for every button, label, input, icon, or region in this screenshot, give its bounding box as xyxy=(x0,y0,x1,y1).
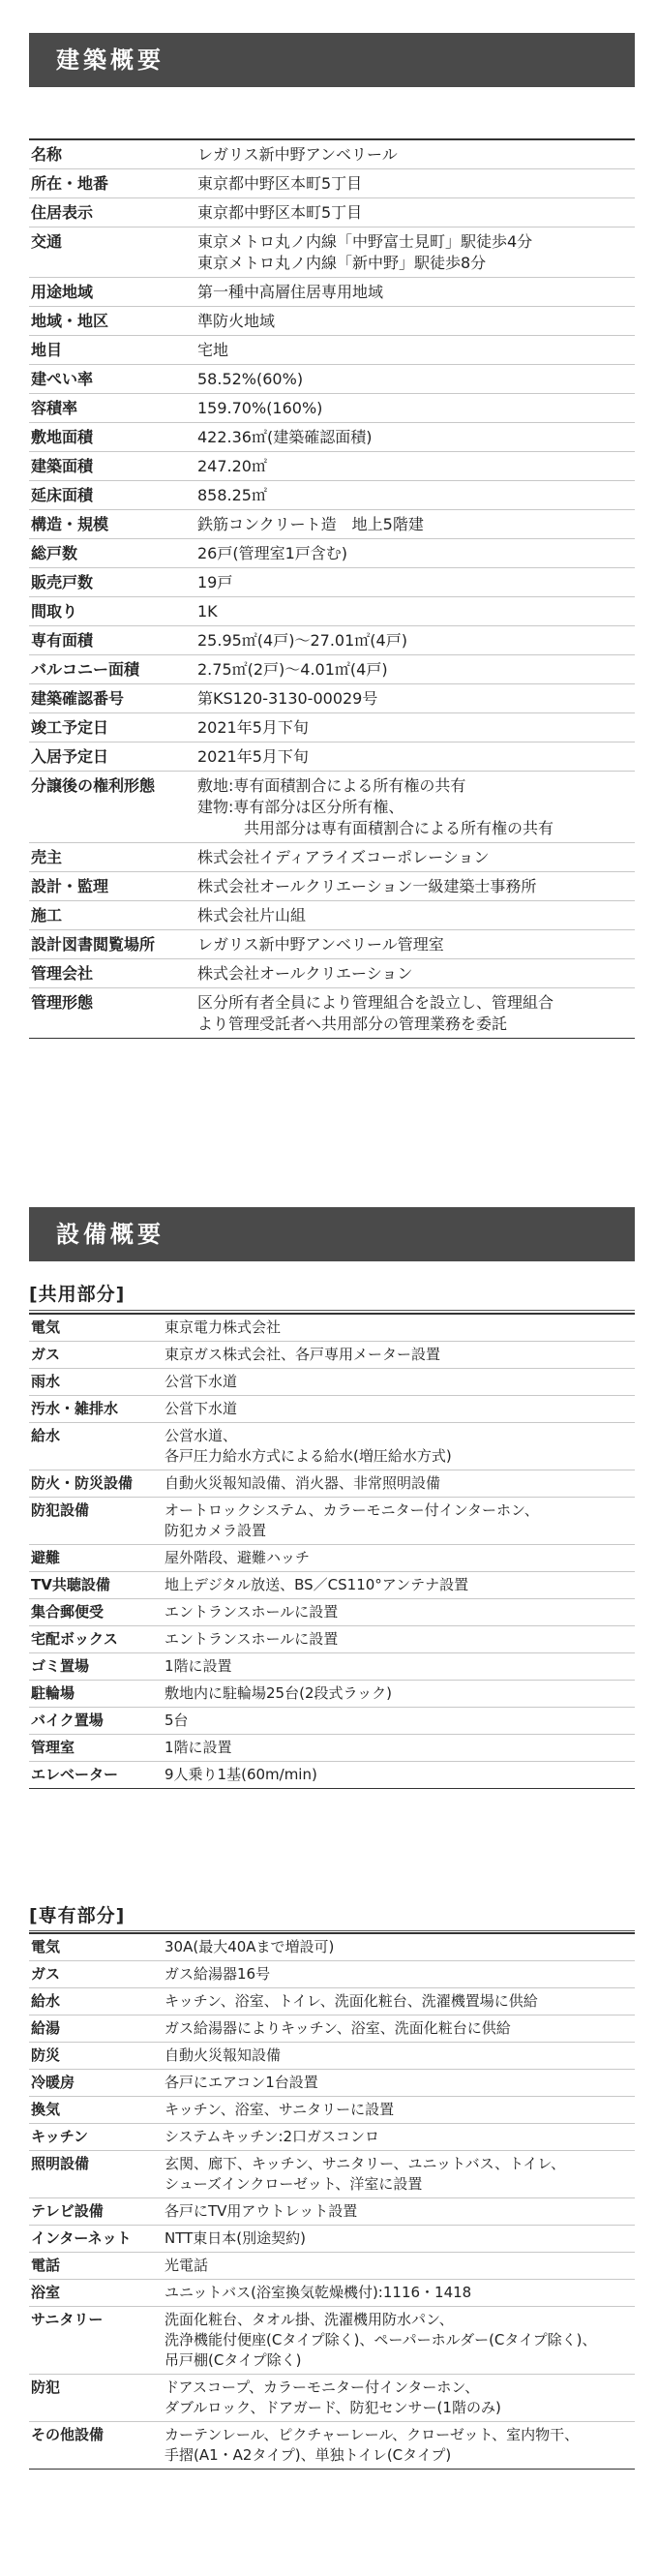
row-label: 交通 xyxy=(31,232,63,251)
row-value xyxy=(197,934,635,955)
table-row xyxy=(29,198,635,227)
table-row xyxy=(29,2307,635,2375)
row-label: 施工 xyxy=(31,906,63,924)
row-value xyxy=(164,1548,635,1568)
row-label: 給湯 xyxy=(31,2019,61,2037)
table-row xyxy=(29,1545,635,1572)
table-row xyxy=(29,1315,635,1342)
row-value xyxy=(164,1765,635,1785)
row-value-line: 東京メトロ丸ノ内線「中野富士見町」駅徒歩4分 xyxy=(197,232,533,251)
table-row xyxy=(29,539,635,568)
row-label: 建築確認番号 xyxy=(31,689,125,708)
table-row xyxy=(29,1681,635,1708)
row-value xyxy=(197,485,635,506)
row-value-line: 26戸(管理室1戸含む) xyxy=(197,544,348,562)
row-label: 設計・監理 xyxy=(31,877,109,895)
row-value-line: シューズインクローゼット、洋室に設置 xyxy=(164,2175,423,2193)
row-value xyxy=(197,717,635,739)
row-label: 照明設備 xyxy=(31,2155,90,2172)
table-row xyxy=(29,481,635,510)
row-label: ガス xyxy=(31,1346,61,1363)
row-value xyxy=(197,963,635,985)
row-value-line: 洗浄機能付便座(Cタイプ除く)、ペーパーホルダー(Cタイプ除く)、 xyxy=(164,2331,597,2349)
row-value-line: 敷地:専有面積割合による所有権の共有 xyxy=(197,776,466,795)
row-value-line: 株式会社オールクリエーション xyxy=(197,964,413,983)
row-value-line: 159.70%(160%) xyxy=(197,399,323,417)
row-value-line: 1階に設置 xyxy=(164,1739,232,1756)
row-value-line: ガス給湯器によりキッチン、浴室、洗面化粧台に供給 xyxy=(164,2019,511,2037)
row-label: バイク置場 xyxy=(31,1712,104,1729)
row-label: 地目 xyxy=(31,341,63,359)
table-row xyxy=(29,2253,635,2280)
row-value xyxy=(164,2228,635,2249)
row-value xyxy=(197,340,635,361)
row-value-line: 共用部分は専有面積割合による所有権の共有 xyxy=(197,819,554,837)
row-label: 建ぺい率 xyxy=(31,370,94,388)
row-value xyxy=(164,2127,635,2147)
row-value xyxy=(197,456,635,477)
row-value-line: エントランスホールに設置 xyxy=(164,1603,339,1621)
row-value-line: 19戸 xyxy=(197,573,233,591)
row-label: 防犯設備 xyxy=(31,1501,90,1519)
row-value-line: 株式会社オールクリエーション一級建築士事務所 xyxy=(197,877,537,895)
table-row xyxy=(29,336,635,365)
table-row xyxy=(29,901,635,930)
table-row xyxy=(29,930,635,959)
row-label: 給水 xyxy=(31,1992,61,2010)
row-label: キッチン xyxy=(31,2128,88,2145)
table-row xyxy=(29,278,635,307)
row-label: 換気 xyxy=(31,2101,61,2118)
row-value xyxy=(197,601,635,622)
row-label: 竣工予定日 xyxy=(31,718,109,737)
row-label: 総戸数 xyxy=(31,544,78,562)
row-value-line: 株式会社イディアライズコーポレーション xyxy=(197,848,490,866)
row-value xyxy=(164,1500,635,1541)
row-value xyxy=(164,2073,635,2093)
row-value xyxy=(164,1345,635,1365)
row-value xyxy=(164,1372,635,1392)
table-row xyxy=(29,2280,635,2307)
row-value-line: 858.25㎡ xyxy=(197,486,267,504)
row-label: ガス xyxy=(31,1965,61,1983)
row-value-line: 各戸にTV用アウトレット設置 xyxy=(164,2202,358,2220)
row-label: 防災 xyxy=(31,2046,61,2064)
row-label: 浴室 xyxy=(31,2284,61,2301)
table-row xyxy=(29,626,635,655)
row-value xyxy=(197,543,635,564)
row-value-line: 第一種中高層住居専用地域 xyxy=(197,283,384,301)
table-row xyxy=(29,2070,635,2097)
row-value xyxy=(197,746,635,768)
row-value xyxy=(164,1991,635,2012)
table-row xyxy=(29,2226,635,2253)
row-label: 雨水 xyxy=(31,1373,61,1390)
table-row xyxy=(29,1762,635,1788)
row-label: ゴミ置場 xyxy=(31,1657,90,1675)
row-label: 所在・地番 xyxy=(31,174,109,193)
row-value xyxy=(197,369,635,390)
table-row xyxy=(29,2015,635,2043)
row-value xyxy=(164,2201,635,2222)
row-value xyxy=(197,311,635,332)
table-row xyxy=(29,1626,635,1653)
table-row xyxy=(29,394,635,423)
row-value xyxy=(197,427,635,448)
private-area-rule xyxy=(29,1930,635,1931)
row-value-line: キッチン、浴室、トイレ、洗面化粧台、洗濯機置場に供給 xyxy=(164,1992,538,2010)
table-row xyxy=(29,597,635,626)
table-row xyxy=(29,169,635,198)
row-value-line: 58.52%(60%) xyxy=(197,370,304,388)
row-value-line: 各戸圧力給水方式による給水(増圧給水方式) xyxy=(164,1447,452,1465)
row-value-line: 建物:専有部分は区分所有権、 xyxy=(197,798,404,816)
row-value xyxy=(197,231,635,274)
table-row xyxy=(29,1735,635,1762)
table-row xyxy=(29,713,635,742)
row-label: 防火・防災設備 xyxy=(31,1474,134,1492)
table-row xyxy=(29,1572,635,1599)
row-value xyxy=(197,572,635,593)
row-label: 地域・地区 xyxy=(31,312,109,330)
row-label: TV共聴設備 xyxy=(31,1576,110,1593)
row-label: 売主 xyxy=(31,848,63,866)
row-label: 汚水・雑排水 xyxy=(31,1400,119,1417)
row-value-line: ユニットバス(浴室換気乾燥機付):1116・1418 xyxy=(164,2284,472,2301)
row-value xyxy=(164,2425,635,2466)
row-value xyxy=(197,202,635,224)
row-value-line: 公営下水道 xyxy=(164,1373,238,1390)
common-area-heading: [共用部分] xyxy=(29,1284,126,1305)
table-row xyxy=(29,423,635,452)
table-row xyxy=(29,1470,635,1498)
row-value xyxy=(164,1629,635,1650)
row-value xyxy=(197,847,635,868)
row-label: 敷地面積 xyxy=(31,428,94,446)
row-value xyxy=(197,514,635,535)
row-value-line: 光電話 xyxy=(164,2257,209,2274)
row-value xyxy=(164,1602,635,1622)
row-value xyxy=(197,688,635,710)
table-row xyxy=(29,1708,635,1735)
row-value xyxy=(164,1656,635,1677)
row-value-line: 25.95㎡(4戸)～27.01㎡(4戸) xyxy=(197,631,407,650)
row-label: 宅配ボックス xyxy=(31,1630,118,1648)
row-value-line: 地上デジタル放送、BS／CS110°アンテナ設置 xyxy=(164,1576,469,1593)
row-value-line: 区分所有者全員により管理組合を設立し、管理組合 xyxy=(197,993,554,1012)
row-value xyxy=(197,659,635,681)
row-label: インターネット xyxy=(31,2229,132,2247)
table-row xyxy=(29,959,635,988)
row-value-line: 5台 xyxy=(164,1712,189,1729)
row-value-line: 鉄筋コンクリート造 地上5階建 xyxy=(197,515,424,533)
row-label: 給水 xyxy=(31,1427,61,1444)
building-overview-table xyxy=(29,138,635,1039)
row-label: 電気 xyxy=(31,1318,61,1336)
table-row xyxy=(29,988,635,1038)
row-value-line: NTT東日本(別途契約) xyxy=(164,2229,306,2247)
row-label: 管理室 xyxy=(31,1739,75,1756)
row-value-line: 株式会社片山組 xyxy=(197,906,307,924)
row-label: 構造・規模 xyxy=(31,515,109,533)
row-label: 用途地域 xyxy=(31,283,94,301)
row-label: テレビ設備 xyxy=(31,2202,104,2220)
row-value xyxy=(197,173,635,195)
row-label: 避難 xyxy=(31,1549,61,1566)
row-value-line: レガリス新中野アンベリール xyxy=(197,145,398,164)
row-label: 電気 xyxy=(31,1938,61,1955)
common-area-table xyxy=(29,1313,635,1789)
row-label: 防犯 xyxy=(31,2379,61,2396)
row-value xyxy=(164,1683,635,1704)
row-value-line: オートロックシステム、カラーモニター付インターホン、 xyxy=(164,1501,539,1519)
row-value-line: 吊戸棚(Cタイプ除く) xyxy=(164,2351,302,2369)
row-value-line: レガリス新中野アンベリール管理室 xyxy=(197,935,444,954)
row-value-line: 東京ガス株式会社、各戸専用メーター設置 xyxy=(164,1346,441,1363)
row-value xyxy=(164,2018,635,2039)
row-label: 間取り xyxy=(31,602,78,621)
row-value xyxy=(164,2283,635,2303)
table-row xyxy=(29,452,635,481)
row-value-line: 玄関、廊下、キッチン、サニタリー、ユニットバス、トイレ、 xyxy=(164,2155,566,2172)
row-value-line: 東京都中野区本町5丁目 xyxy=(197,174,363,193)
row-value xyxy=(164,2256,635,2276)
row-value-line: 防犯カメラ設置 xyxy=(164,1522,267,1539)
row-value-line: 各戸にエアコン1台設置 xyxy=(164,2074,318,2091)
row-value xyxy=(197,144,635,166)
table-row xyxy=(29,1342,635,1369)
table-row xyxy=(29,2151,635,2198)
row-value-line: 1階に設置 xyxy=(164,1657,232,1675)
row-value-line: キッチン、浴室、サニタリーに設置 xyxy=(164,2101,395,2118)
row-value xyxy=(164,2100,635,2120)
table-row xyxy=(29,2043,635,2070)
table-row xyxy=(29,843,635,872)
row-value-line: カーテンレール、ピクチャーレール、クローゼット、室内物干、 xyxy=(164,2426,580,2443)
row-value-line: 30A(最大40Aまで増設可) xyxy=(164,1938,335,1955)
row-value-line: より管理受託者へ共用部分の管理業務を委託 xyxy=(197,1015,508,1033)
table-row xyxy=(29,1599,635,1626)
row-value xyxy=(164,2378,635,2418)
row-value-line: 422.36㎡(建築確認面積) xyxy=(197,428,373,446)
table-row xyxy=(29,655,635,684)
row-value xyxy=(164,1738,635,1758)
table-row xyxy=(29,742,635,772)
row-value xyxy=(164,2154,635,2195)
row-value-line: 東京都中野区本町5丁目 xyxy=(197,203,363,222)
table-row xyxy=(29,568,635,597)
row-value xyxy=(164,1399,635,1419)
row-value xyxy=(197,905,635,926)
table-row xyxy=(29,365,635,394)
row-value xyxy=(197,775,635,839)
row-value-line: 2.75㎡(2戸)～4.01㎡(4戸) xyxy=(197,660,388,679)
row-label: サニタリー xyxy=(31,2311,104,2328)
table-row xyxy=(29,1961,635,1988)
row-label: 電話 xyxy=(31,2257,61,2274)
table-row xyxy=(29,2124,635,2151)
row-value xyxy=(164,1711,635,1731)
table-row xyxy=(29,872,635,901)
row-value-line: 東京電力株式会社 xyxy=(164,1318,282,1336)
row-value-line: 公営下水道 xyxy=(164,1400,238,1417)
table-row xyxy=(29,307,635,336)
row-value-line: 247.20㎡ xyxy=(197,457,267,475)
table-row xyxy=(29,227,635,278)
row-value xyxy=(164,1964,635,1985)
row-value-line: 1K xyxy=(197,602,218,621)
row-label: 専有面積 xyxy=(31,631,94,650)
row-value-line: 宅地 xyxy=(197,341,229,359)
row-value xyxy=(197,398,635,419)
common-area-rule xyxy=(29,1310,635,1311)
table-row xyxy=(29,2422,635,2469)
private-area-heading: [専有部分] xyxy=(29,1905,126,1926)
table-row xyxy=(29,1369,635,1396)
row-value-line: ガス給湯器16号 xyxy=(164,1965,271,1983)
row-value xyxy=(164,2310,635,2371)
table-row xyxy=(29,772,635,843)
row-label: 集合郵便受 xyxy=(31,1603,105,1621)
row-value xyxy=(164,1575,635,1595)
building-overview-header: 建築概要 xyxy=(29,33,635,87)
row-label: 住居表示 xyxy=(31,203,94,222)
row-value-line: 準防火地域 xyxy=(197,312,276,330)
row-value-line: 2021年5月下旬 xyxy=(197,718,309,737)
table-row xyxy=(29,684,635,713)
row-value xyxy=(197,282,635,303)
table-row xyxy=(29,1396,635,1423)
table-row xyxy=(29,1498,635,1545)
row-value-line: 9人乗り1基(60m/min) xyxy=(164,1766,317,1783)
row-value-line: 第KS120-3130-00029号 xyxy=(197,689,378,708)
table-row xyxy=(29,1988,635,2015)
row-label: 名称 xyxy=(31,145,63,164)
row-value-line: 2021年5月下旬 xyxy=(197,747,309,766)
row-value-line: 公営水道、 xyxy=(164,1427,238,1444)
table-row xyxy=(29,2097,635,2124)
table-row xyxy=(29,2375,635,2422)
table-row xyxy=(29,140,635,169)
row-value-line: ダブルロック、ドアガード、防犯センサー(1階のみ) xyxy=(164,2399,501,2416)
row-value-line: システムキッチン:2口ガスコンロ xyxy=(164,2128,380,2145)
row-value-line: ドアスコープ、カラーモニター付インターホン、 xyxy=(164,2379,480,2396)
row-label: 入居予定日 xyxy=(31,747,109,766)
row-value xyxy=(164,1473,635,1494)
row-value-line: 手摺(A1・A2タイプ)、単独トイレ(Cタイプ) xyxy=(164,2446,452,2464)
row-value xyxy=(197,876,635,897)
row-value xyxy=(164,1937,635,1957)
row-label: 販売戸数 xyxy=(31,573,94,591)
row-label: 分譲後の権利形態 xyxy=(31,776,156,795)
row-label: エレベーター xyxy=(31,1766,119,1783)
private-area-table xyxy=(29,1932,635,2470)
row-value-line: エントランスホールに設置 xyxy=(164,1630,339,1648)
row-label: 駐輪場 xyxy=(31,1684,75,1702)
row-value xyxy=(164,1318,635,1338)
row-value xyxy=(197,630,635,652)
row-label: 設計図書閲覧場所 xyxy=(31,935,156,954)
row-value-line: 屋外階段、避難ハッチ xyxy=(164,1549,311,1566)
table-row xyxy=(29,2198,635,2226)
row-label: 容積率 xyxy=(31,399,78,417)
row-value xyxy=(197,992,635,1035)
row-label: 建築面積 xyxy=(31,457,94,475)
row-label: 管理形態 xyxy=(31,993,94,1012)
row-label: 管理会社 xyxy=(31,964,94,983)
table-row xyxy=(29,1653,635,1681)
table-row xyxy=(29,1934,635,1961)
row-value xyxy=(164,2046,635,2066)
row-label: バルコニー面積 xyxy=(31,660,140,679)
row-value-line: 自動火災報知設備 xyxy=(164,2046,282,2064)
row-value-line: 敷地内に駐輪場25台(2段式ラック) xyxy=(164,1684,393,1702)
row-label: 延床面積 xyxy=(31,486,94,504)
table-row xyxy=(29,1423,635,1470)
row-value-line: 東京メトロ丸ノ内線「新中野」駅徒歩8分 xyxy=(197,254,487,272)
row-label: その他設備 xyxy=(31,2426,105,2443)
row-label: 冷暖房 xyxy=(31,2074,75,2091)
row-value xyxy=(164,1426,635,1467)
facilities-overview-header: 設備概要 xyxy=(29,1207,635,1261)
table-row xyxy=(29,510,635,539)
row-value-line: 洗面化粧台、タオル掛、洗濯機用防水パン、 xyxy=(164,2311,454,2328)
row-value-line: 自動火災報知設備、消火器、非常照明設備 xyxy=(164,1474,441,1492)
